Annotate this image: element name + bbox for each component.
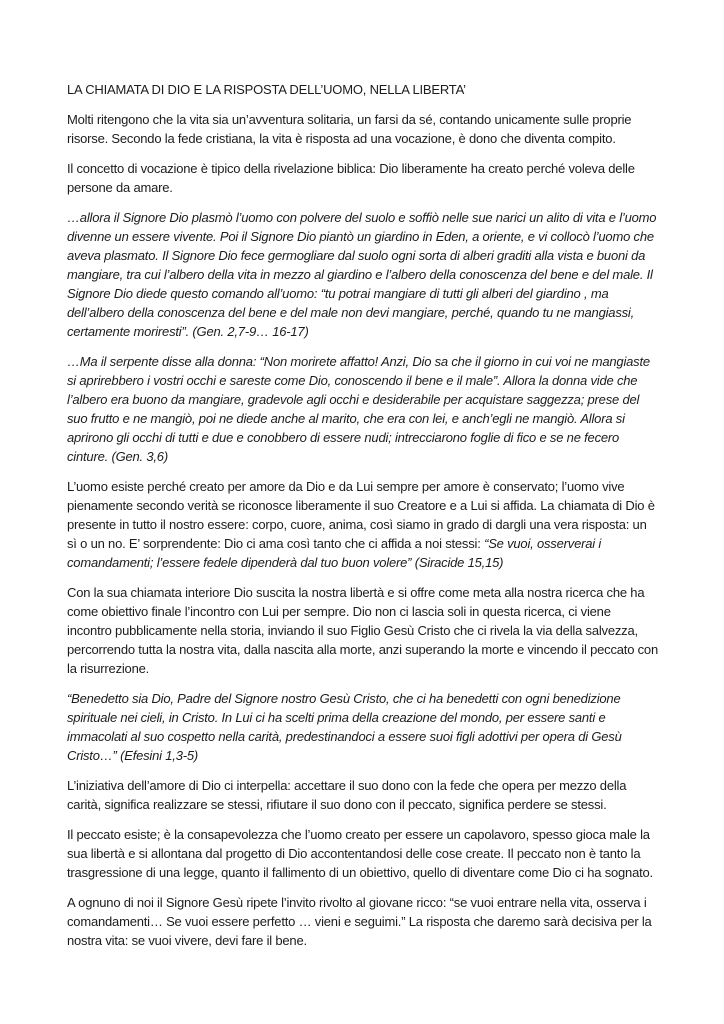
- scripture-quote-ephesians: “Benedetto sia Dio, Padre del Signore nostro Gesù Cristo, che ci ha benedetti con ogni benedizione spirituale nei cieli, in Cristo. In Lui ci ha scelti prima della creazione del mondo, per essere santi e immacolati al suo cospetto nella carità, predestinandoci a essere suoi figli adottivi per opera di Gesù Cristo…” (Efesini 1,3-5): [67, 691, 622, 763]
- scripture-quote-siracide: “Se vuoi, osserverai i comandamenti; l’essere fedele dipenderà dal tuo buon volere” (Siracide 15,15): [67, 536, 602, 570]
- paragraph-rich-young-man: A ognuno di noi il Signore Gesù ripete l’invito rivolto al giovane ricco: “se vuoi entrare nella vita, osserva i comandamenti… Se vuoi essere perfetto … vieni e seguimi.” La risposta che daremo sarà decisiva per la nostra vita: se vuoi vivere, devi fare il bene.: [67, 895, 652, 948]
- paragraph-sin-exists: Il peccato esiste; è la consapevolezza che l’uomo creato per essere un capolavoro, spesso gioca male la sua libertà e si allontana dal progetto di Dio accontentandosi delle cose create. Il peccato non è tanto la trasgressione di una legge, quanto il fallimento di un obiettivo, quello di diventare come Dio ci ha sognato.: [67, 827, 653, 880]
- document-title: LA CHIAMATA DI DIO E LA RISPOSTA DELL’UOMO, NELLA LIBERTA’: [67, 82, 466, 97]
- paragraph-man-created-for-love: [67, 477, 658, 572]
- paragraph-man-created-for-love-text: L’uomo esiste perché creato per amore da Dio e da Lui sempre per amore è conservato; l’uomo vive pienamente secondo verità se riconosce liberamente il suo Creatore e a Lui si affida. La chiamata di Dio è presente in tutto il nostro essere: corpo, cuore, anima, così siamo in grado di dargli una vera risposta: un sì o un no. E’ sorprendente: Dio ci ama così tanto che ci affida a noi stessi:: [67, 479, 655, 551]
- paragraph-life-as-vocation: Molti ritengono che la vita sia un’avventura solitaria, un farsi da sé, contando unicamente sulle proprie risorse. Secondo la fede cristiana, la vita è risposta ad una vocazione, è dono che diventa compito.: [67, 112, 632, 146]
- paragraph-interior-call: Con la sua chiamata interiore Dio suscita la nostra libertà e si offre come meta alla nostra ricerca che ha come obiettivo finale l’incontro con Lui per sempre. Dio non ci lascia soli in questa ricerca, ci viene incontro pubblicamente nella storia, inviando il suo Figlio Gesù Cristo che ci rivela la via della salvezza, percorrendo tutta la nostra vita, dalla nascita alla morte, anzi superando la morte e vincendo il peccato con la risurrezione.: [67, 585, 658, 676]
- document-body: [67, 80, 658, 950]
- scripture-quote-genesis-2: …allora il Signore Dio plasmò l’uomo con polvere del suolo e soffiò nelle sue narici un alito di vita e l’uomo divenne un essere vivente. Poi il Signore Dio piantò un giardino in Eden, a oriente, e vi collocò l’uomo che aveva plasmato. Il Signore Dio fece germogliare dal suolo ogni sorta di alberi graditi alla vista e buoni da mangiare, tra cui l’albero della vita in mezzo al giardino e l’albero della conoscenza del bene e del male. Il Signore Dio diede questo comando all’uomo: “tu potrai mangiare di tutti gli alberi del giardino , ma dell’albero della conoscenza del bene e del male non devi mangiare, perché, quando tu ne mangiassi, certamente moriresti”. (Gen. 2,7-9… 16-17): [67, 210, 657, 339]
- scripture-quote-genesis-3: …Ma il serpente disse alla donna: “Non morirete affatto! Anzi, Dio sa che il giorno in cui voi ne mangiaste si aprirebbero i vostri occhi e sareste come Dio, conoscendo il bene e il male”. Allora la donna vide che l’albero era buono da mangiare, gradevole agli occhi e desiderabile per acquistare saggezza; prese del suo frutto e ne mangiò, poi ne diede anche al marito, che era con lei, e anch’egli ne mangiò. Allora si aprirono gli occhi di tutti e due e conobbero di essere nudi; intrecciarono foglie di fico e se ne fecero cinture. (Gen. 3,6): [67, 354, 650, 464]
- paragraph-vocation-concept: Il concetto di vocazione è tipico della rivelazione biblica: Dio liberamente ha creato perché voleva delle persone da amare.: [67, 161, 635, 195]
- paragraph-gods-initiative: L’iniziativa dell’amore di Dio ci interpella: accettare il suo dono con la fede che opera per mezzo della carità, significa realizzare se stessi, rifiutare il suo dono con il peccato, significa perdere se stessi.: [67, 778, 627, 812]
